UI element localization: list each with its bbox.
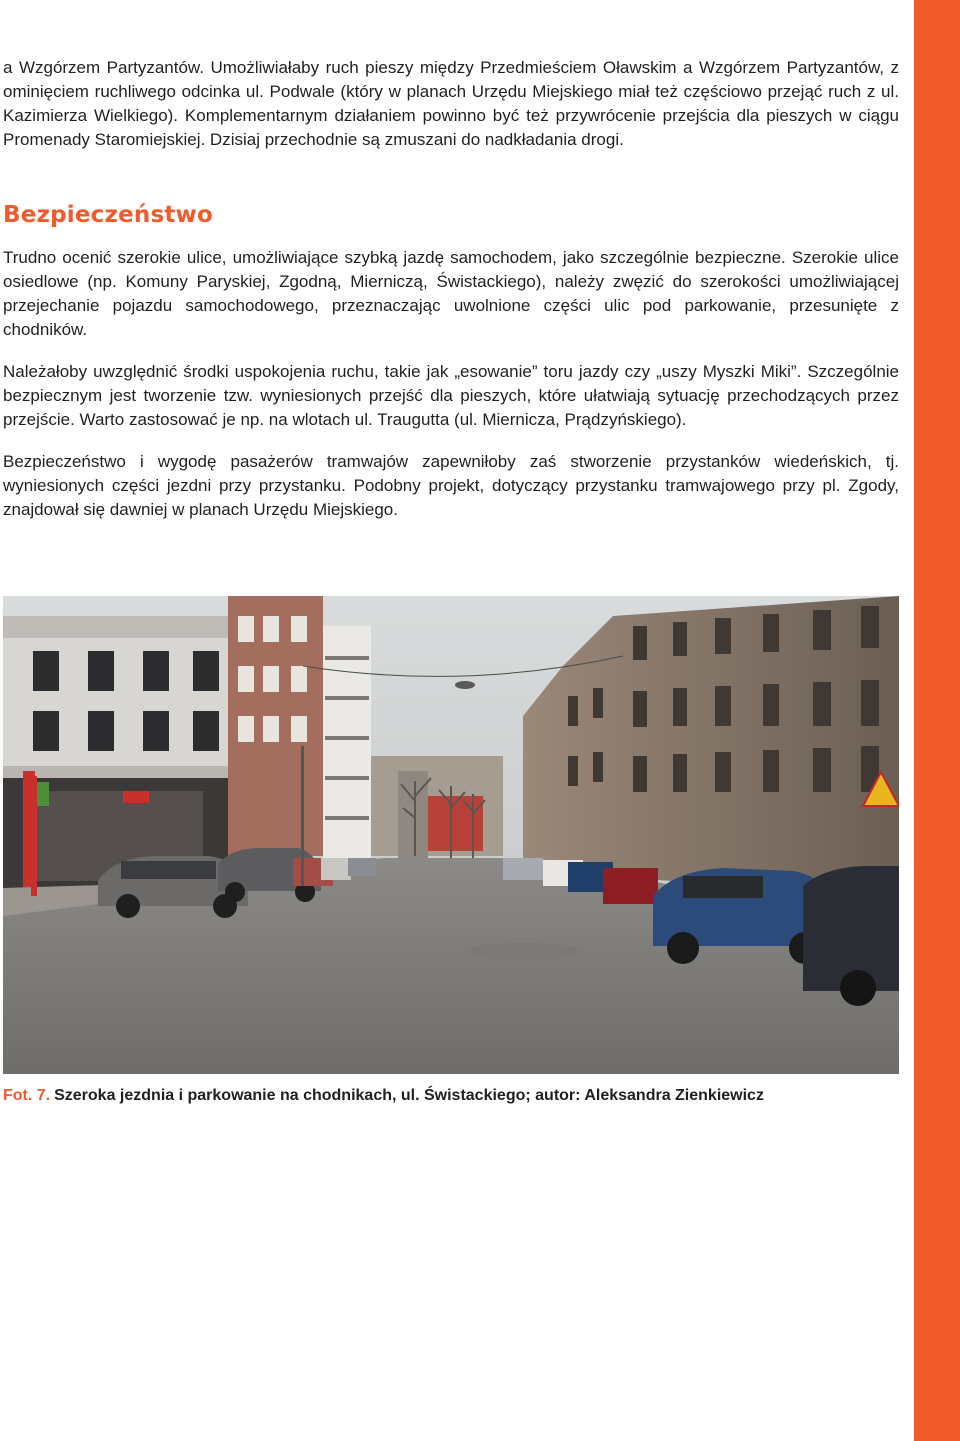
section-heading: Bezpieczeństwo <box>3 202 213 228</box>
figure-label: Fot. 7. <box>3 1087 51 1104</box>
section-paragraph: Bezpieczeństwo i wygodę pasażerów tramwajów zapewniłoby zaś stworzenie przystanków wiedeńskich, tj. wyniesionych części jezdni przy przystanku. Podobny projekt, dotyczący przystanku tramwajowego przy pl. Zgody, znajdował się dawniej w planach Urzędu Miejskiego. <box>3 452 899 519</box>
street-photo <box>3 596 899 1074</box>
section-paragraph: Trudno ocenić szerokie ulice, umożliwiające szybką jazdę samochodem, jako szczególnie bezpieczne. Szerokie ulice osiedlowe (np. Komuny Paryskiej, Zgodną, Mierniczą, Świstackiego), należy zwęzić do szerokości umożliwiającej przejechanie pojazdu samochodowego, przeznaczając uwolnione części ulic pod parkowanie, przesunięte z chodników. <box>3 248 899 339</box>
intro-paragraph: a Wzgórzem Partyzantów. Umożliwiałaby ruch pieszy między Przedmieściem Oławskim a Wzgórzem Partyzantów, z ominięciem ruchliwego odcinka ul. Podwale (który w planach Urzędu Miejskiego miał też częściowo przejąć ruch z ul. Kazimierza Wielkiego). Komplementarnym działaniem powinno być też przywrócenie przejścia dla pieszych w ciągu Promenady Staromiejskiej. Dzisiaj przechodnie są zmuszani do nadkładania drogi. <box>3 58 899 149</box>
page-content <box>3 56 899 540</box>
figure-caption-text: Szeroka jezdnia i parkowanie na chodnikach, ul. Świstackiego; autor: Aleksandra Zienkiewicz <box>54 1087 764 1104</box>
section-paragraph: Należałoby uwzględnić środki uspokojenia ruchu, takie jak „esowanie” toru jazdy czy „uszy Myszki Miki”. Szczególnie bezpiecznym jest tworzenie tzw. wyniesionych przejść dla pieszych, które ułatwiają sytuację przechodzących przez przejście. Warto zastosować je np. na wlotach ul. Traugutta (ul. Miernicza, Prądzyńskiego). <box>3 362 899 429</box>
figure-caption <box>3 1085 899 1107</box>
orange-side-bar <box>914 0 960 1441</box>
